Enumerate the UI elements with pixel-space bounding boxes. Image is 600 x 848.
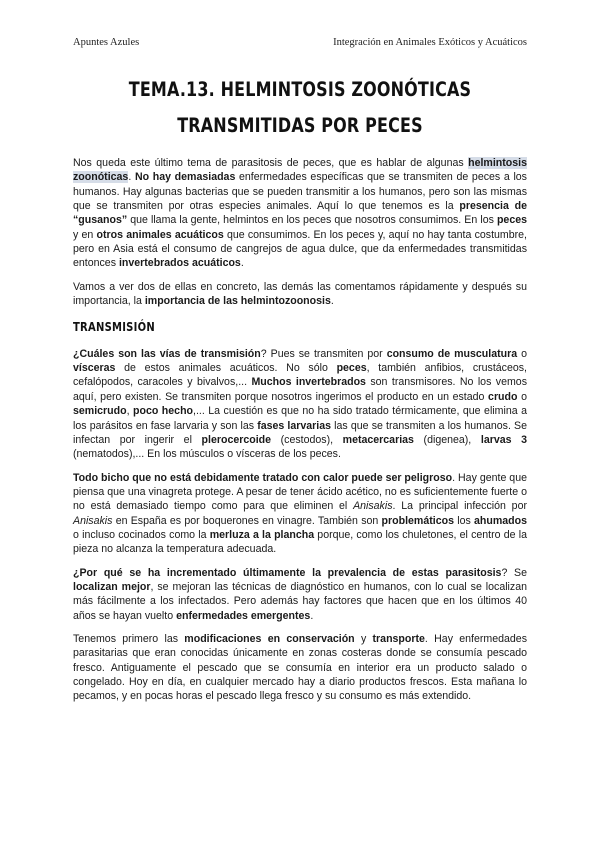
text-run: o incluso cocinados como la	[73, 528, 210, 541]
section-paragraph-2	[73, 471, 527, 557]
text-run: de estos animales acuáticos. No sólo	[115, 362, 337, 375]
text-run: porque, como los chuletones, el centro de la pieza no alcanza la temperatura adecuada.	[73, 528, 527, 556]
bold-term: metacercarias	[342, 433, 414, 446]
text-run: . Hay enfermedades parasitarias que eran conocidas únicamente en zonas costeras donde se consumía pescado fresco. Antiguamente el pescado que se consumía en interior era un producto salado o congelado. Hoy en día, en cualquier mercado hay a diario productos frescos. Esta mañana lo pecamos, y en pocas horas el pescado llega fresco y su consumo es más extendido.	[73, 632, 527, 703]
text-run: o	[517, 390, 527, 403]
bold-term: plerocercoide	[201, 433, 272, 446]
bold-term: larvas 3	[480, 433, 528, 446]
section-paragraph-3	[73, 566, 527, 623]
bold-term: Todo bicho que no está debidamente tratado con calor puede ser peligroso	[73, 471, 453, 484]
bold-term: vísceras	[73, 362, 116, 375]
text-run: ,	[126, 405, 134, 418]
text-run: (nematodos),... En los músculos o vísceras de los peces.	[73, 448, 341, 461]
page-title: TEMA.13. HELMINTOSIS ZOONÓTICAS TRANSMITIDAS POR PECES	[128, 78, 472, 137]
intro-paragraph-2	[73, 280, 527, 309]
text-run: ? Se	[501, 566, 527, 579]
section-heading: TRANSMISIÓN	[73, 319, 155, 335]
text-run: .	[240, 257, 244, 270]
text-run: que consumimos. En los peces y, aquí no hay tanta costumbre, pero en Asia está el consumo de cangrejos de agua dulce, que da enfermedades transmitidas entonces	[73, 228, 528, 270]
text-run: ? Pues se transmiten por	[260, 347, 387, 360]
text-run: ,... La cuestión es que no ha sido tratado térmicamente, que elimina a los parásitos en fase larvaria y son las	[73, 405, 527, 432]
bold-term: problemáticos	[381, 514, 454, 527]
bold-term: enfermedades emergentes	[176, 609, 311, 622]
text-run: .	[128, 171, 135, 184]
text-run: .	[330, 295, 334, 308]
intro-paragraph-1	[73, 156, 527, 271]
bold-term: Muchos invertebrados	[251, 376, 366, 389]
bold-term: poco hecho	[133, 405, 194, 418]
text-run: Nos queda este último tema de parasitosis de peces, que es hablar de algunas	[73, 157, 469, 169]
text-run: y	[354, 632, 373, 645]
text-run: (digenea),	[413, 433, 481, 446]
italic-term: Anisakis	[353, 500, 393, 513]
text-run: enfermedades específicas que se transmiten de peces a los humanos. Hay algunas bacterias que se pueden transmitir a los humanos, pero son las mismas que se transmiten por otras especies animales. Aquí lo que tenemos es la	[73, 171, 527, 213]
highlighted-term: helmintosis zoonóticas	[73, 157, 527, 184]
text-run: , también anfibios, crustáceos, cefalópodos, caracoles y bivalvos,...	[73, 362, 527, 389]
text-run: en España es por boquerones en vinagre. También son	[112, 514, 382, 527]
bold-term: crudo	[488, 390, 518, 403]
text-run: y en	[73, 228, 97, 241]
bold-term: localizan mejor	[73, 580, 151, 593]
bold-term: No hay demasiadas	[134, 171, 236, 184]
page-header	[73, 37, 527, 51]
text-run: o	[517, 347, 527, 360]
bold-term: transporte	[372, 632, 425, 645]
bold-term: ¿Cuáles son las vías de transmisión	[73, 347, 261, 360]
bold-term: presencia de “gusanos”	[73, 200, 527, 227]
bold-term: peces	[336, 362, 367, 375]
bold-term: ahumados	[474, 514, 527, 527]
bold-term: ¿Por qué se ha incrementado últimamente la prevalencia de estas parasitosis	[73, 566, 502, 579]
bold-term: fases larvarias	[257, 419, 332, 432]
text-run: Vamos a ver dos de ellas en concreto, las demás las comentamos rápidamente y después su importancia, la	[73, 280, 527, 308]
text-run: los	[453, 514, 475, 527]
document-body	[73, 156, 527, 713]
bold-term: semicrudo	[73, 405, 127, 418]
section-paragraph-4	[73, 632, 527, 704]
section-paragraph-1	[73, 347, 527, 462]
text-run: Tenemos primero las	[73, 632, 185, 645]
text-run: que llama la gente, helmintos en los peces que nosotros consumimos. En los	[127, 214, 497, 227]
text-run: las que se transmiten a los humanos. Se infectan por ingerir el	[73, 419, 527, 446]
text-run: , se mejoran las técnicas de diagnóstico en humanos, con lo cual se localizan más fácilmente a los infectados. Pero además hay factores que hacen que en los últimos 40 años se hayan vuelto	[73, 580, 527, 622]
text-run: son transmisores. No los vemos aquí, pero existen. Se transmiten porque nosotros ingerimos el producto en un estado	[73, 376, 527, 403]
text-run: .	[310, 609, 314, 622]
italic-term: Anisakis	[73, 514, 113, 527]
header-right: Integración en Animales Exóticos y Acuáticos	[333, 37, 527, 48]
text-run: (cestodos),	[271, 433, 343, 446]
bold-term: otros animales acuáticos	[96, 228, 224, 241]
text-run: . La principal infección por	[392, 500, 527, 513]
bold-term: modificaciones en conservación	[184, 632, 355, 645]
bold-term: peces	[496, 214, 527, 227]
bold-term: invertebrados acuáticos	[118, 257, 241, 270]
bold-term: importancia de las helmintozoonosis	[144, 295, 331, 308]
bold-term: merluza a la plancha	[209, 528, 315, 541]
bold-term: consumo de musculatura	[386, 347, 518, 360]
text-run: . Hay gente que piensa que una vinagreta protege. A pesar de tener ácido acético, no es suficientemente fuerte o no está demasiado tiempo como para que eliminen el	[73, 471, 527, 513]
header-left: Apuntes Azules	[73, 37, 140, 48]
